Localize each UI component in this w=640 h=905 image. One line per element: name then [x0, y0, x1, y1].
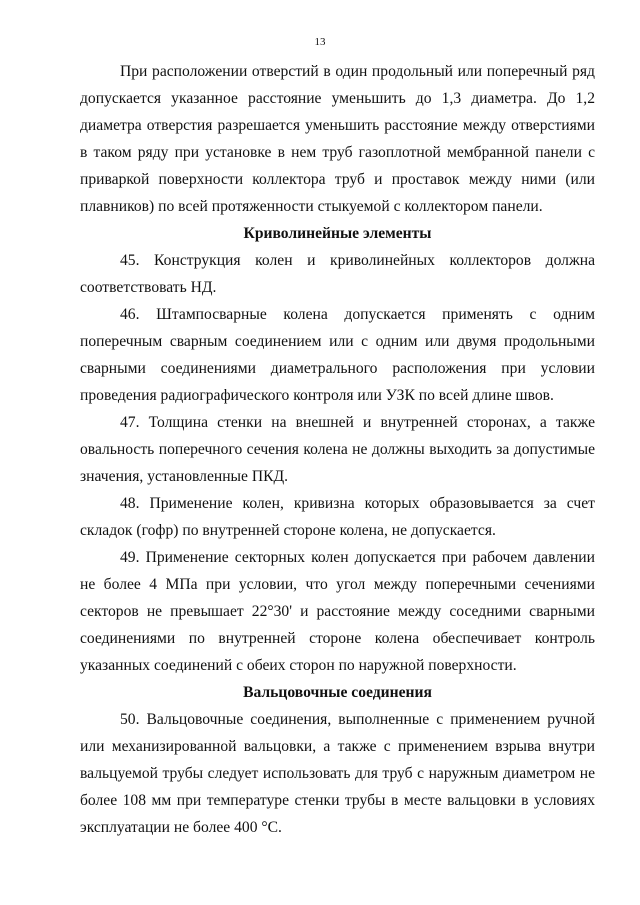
page-number: 13 — [314, 36, 326, 48]
paragraph-47: 47. Толщина стенки на внешней и внутренней сторонах, а также овальность поперечного сечения колена не должны выходить за допустимые значения, установленные ПКД. — [80, 414, 595, 485]
paragraph-45: 45. Конструкция колен и криволинейных коллекторов должна соответствовать НД. — [80, 252, 595, 296]
document-body — [80, 58, 595, 841]
paragraph-46: 46. Штампосварные колена допускается применять с одним поперечным сварным соединением или с одним или двумя продольными сварными соединениями диаметрального расположения при условии проведения радиографического контроля или УЗК по всей длине швов. — [80, 306, 595, 404]
paragraph-intro: При расположении отверстий в один продольный или поперечный ряд допускается указанное расстояние уменьшить до 1,3 диаметра. До 1,2 диаметра отверстия разрешается уменьшить расстояние между отверстиями в таком ряду при установке в нем труб газоплотной мембранной панели с приваркой поверхности коллектора труб и проставок между ними (или плавников) по всей протяженности стыкуемой с коллектором панели. — [80, 63, 595, 215]
paragraph-48: 48. Применение колен, кривизна которых образовывается за счет складок (гофр) по внутренней стороне колена, не допускается. — [80, 495, 595, 539]
section-heading-curved-elements: Криволинейные элементы — [243, 225, 432, 242]
paragraph-50: 50. Вальцовочные соединения, выполненные с применением ручной или механизированной вальцовки, а также с применением взрыва внутри вальцуемой трубы следует использовать для труб с наружным диаметром не более 108 мм при температуре стенки трубы в месте вальцовки в условиях эксплуатации не более 400 °С. — [80, 711, 595, 836]
paragraph-49: 49. Применение секторных колен допускается при рабочем давлении не более 4 МПа при условии, что угол между поперечными сечениями секторов не превышает 22°30' и расстояние между соседними сварными соединениями по внутренней стороне колена обеспечивает контроль указанных соединений с обеих сторон по наружной поверхности. — [80, 549, 595, 674]
section-heading-rolled-joints: Вальцовочные соединения — [243, 684, 432, 701]
